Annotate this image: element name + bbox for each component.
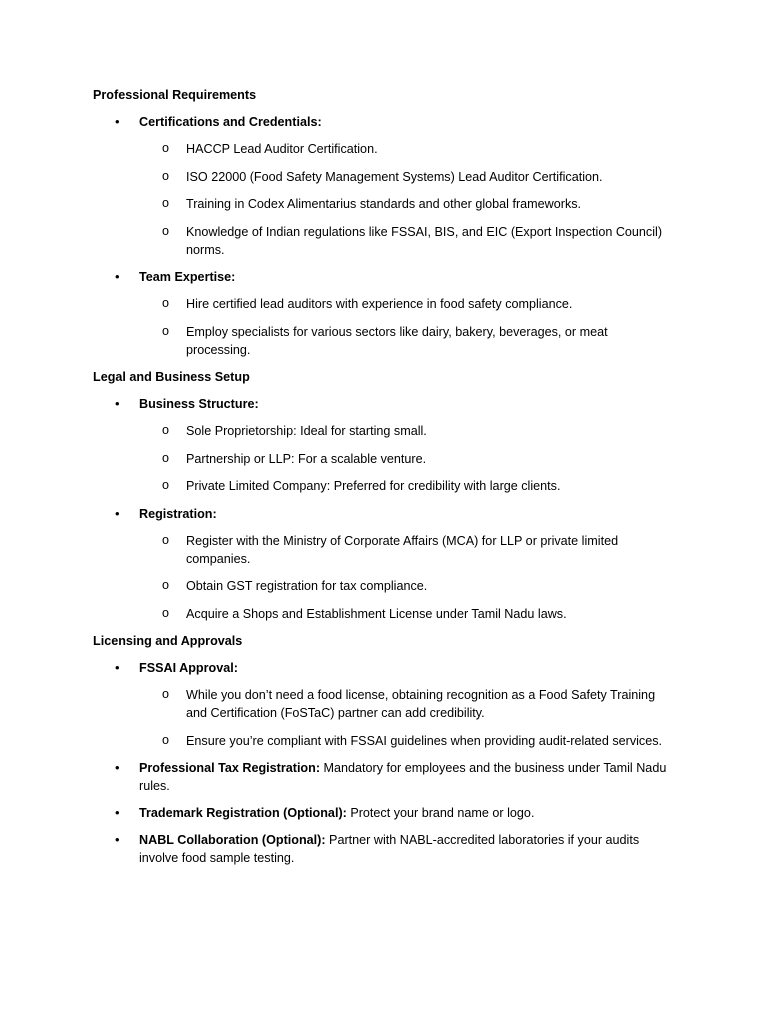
bullet-marker: • [115, 505, 120, 521]
sub-bullet-item [93, 195, 674, 213]
bullet-item [93, 268, 674, 286]
sub-bullet-item [93, 295, 674, 313]
sub-bullet-text: While you don’t need a food license, obtaining recognition as a Food Safety Training and Certification (FoSTaC) partner can add credibility. [186, 688, 656, 720]
sub-bullet-marker: o [162, 196, 170, 210]
sub-bullet-marker: o [162, 578, 170, 592]
sub-bullet-item [93, 422, 674, 440]
sub-bullet-text: Partnership or LLP: For a scalable venture. [186, 451, 427, 466]
sub-bullet-text: HACCP Lead Auditor Certification. [186, 142, 378, 156]
bullet-item [93, 395, 674, 413]
sub-bullet-text: ISO 22000 (Food Safety Management Systems) Lead Auditor Certification. [186, 169, 603, 184]
sub-bullet-text: Acquire a Shops and Establishment License under Tamil Nadu laws. [186, 606, 567, 621]
bullet-lead: Trademark Registration (Optional): [139, 806, 347, 820]
sub-bullet-item [93, 477, 674, 495]
bullet-lead: Registration: [139, 506, 217, 521]
bullet-item [93, 831, 674, 867]
bullet-item [93, 759, 674, 795]
sub-bullet-item [93, 577, 674, 595]
sub-bullet-marker: o [162, 223, 170, 238]
sub-bullet-text: Obtain GST registration for tax compliance. [186, 579, 428, 593]
section-heading: Legal and Business Setup [93, 370, 250, 384]
bullet-marker: • [115, 832, 120, 847]
bullet-marker: • [115, 114, 120, 129]
bullet-lead: Professional Tax Registration: [139, 761, 321, 775]
bullet-item [93, 804, 674, 822]
bullet-lead: NABL Collaboration (Optional): [139, 833, 326, 847]
bullet-lead: Certifications and Credentials: [139, 115, 322, 129]
sub-bullet-marker: o [162, 532, 170, 547]
sub-bullet-item [93, 223, 674, 259]
sub-bullet-marker: o [162, 296, 170, 310]
bullet-item [93, 113, 674, 131]
sub-bullet-text: Employ specialists for various sectors like dairy, bakery, beverages, or meat processing. [186, 324, 608, 357]
sub-bullet-marker: o [162, 450, 170, 465]
section-heading: Professional Requirements [93, 88, 257, 102]
sub-bullet-marker: o [162, 141, 170, 155]
sub-bullet-item [93, 532, 674, 568]
bullet-marker: • [115, 805, 120, 820]
sub-bullet-text: Ensure you’re compliant with FSSAI guidelines when providing audit-related services. [186, 733, 663, 748]
bullet-marker: • [115, 269, 120, 284]
sub-bullet-text: Training in Codex Alimentarius standards and other global frameworks. [186, 197, 582, 211]
sub-bullet-marker: o [162, 687, 170, 701]
sub-bullet-text: Private Limited Company: Preferred for credibility with large clients. [186, 479, 561, 493]
bullet-marker: • [115, 760, 120, 775]
section-heading: Licensing and Approvals [93, 634, 243, 648]
sub-bullet-item [93, 323, 674, 359]
sub-bullet-item [93, 450, 674, 468]
sub-bullet-item [93, 732, 674, 750]
bullet-lead: Business Structure: [139, 397, 259, 411]
sub-bullet-marker: o [162, 605, 170, 620]
bullet-text: Mandatory for employees and the business under Tamil Nadu rules. [139, 761, 667, 793]
bullet-item [93, 505, 674, 523]
sub-bullet-text: Register with the Ministry of Corporate Affairs (MCA) for LLP or private limited companies. [186, 533, 619, 566]
sub-bullet-marker: o [162, 732, 170, 747]
sub-bullet-text: Knowledge of Indian regulations like FSSAI, BIS, and EIC (Export Inspection Council) norms. [186, 224, 663, 257]
sub-bullet-marker: o [162, 478, 170, 492]
sub-bullet-item [93, 140, 674, 158]
bullet-text: Protect your brand name or logo. [346, 806, 535, 820]
bullet-text: Partner with NABL-accredited laboratories if your audits involve food sample testing. [139, 833, 640, 865]
bullet-lead: FSSAI Approval: [139, 661, 238, 675]
bullet-lead: Team Expertise: [139, 270, 236, 284]
sub-bullet-text: Hire certified lead auditors with experience in food safety compliance. [186, 297, 573, 311]
sub-bullet-marker: o [162, 323, 170, 338]
bullet-marker: • [115, 396, 120, 411]
bullet-item [93, 659, 674, 677]
bullet-marker: • [115, 660, 120, 675]
sub-bullet-marker: o [162, 423, 170, 437]
sub-bullet-item [93, 168, 674, 186]
sub-bullet-item [93, 686, 674, 722]
sub-bullet-item [93, 605, 674, 623]
sub-bullet-marker: o [162, 168, 170, 183]
sub-bullet-text: Sole Proprietorship: Ideal for starting small. [186, 424, 427, 438]
